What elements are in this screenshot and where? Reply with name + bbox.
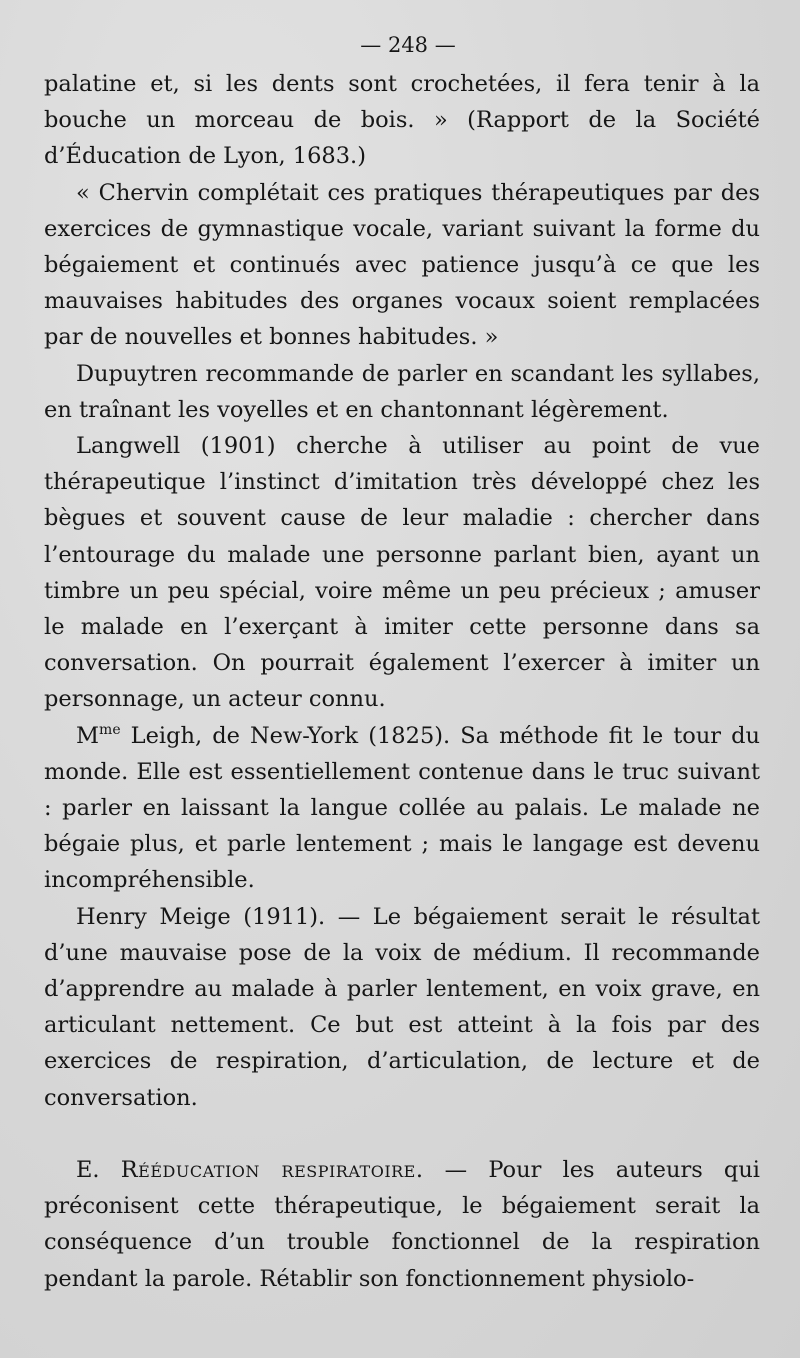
paragraph-rapport-continuation: palatine et, si les dents sont crochetées, il fera tenir à la bouche un morceau de bois. » (Rapport de la Société d’Éducation de Lyon, 1683.) <box>44 71 760 170</box>
section-text: — Pour les auteurs qui préconisent cette thérapeutique, le bégaiement serait la conséquence d’un trouble fonctionnel de la respiration pendant la parole. Rétablir son fonctionnement physiolo- <box>44 1156 761 1292</box>
paragraph-chervin: « Chervin complétait ces pratiques thérapeutiques par des exercices de gymnastique vocale, variant suivant la forme du bégaiement et continués avec patience jusqu’à ce que les mauvaises habitudes des organes vocaux soient remplacées par de nouvelles et bonnes habitudes. » <box>44 179 760 351</box>
leigh-paragraph-text: Leigh, de New-York (1825). Sa méthode fit le tour du monde. Elle est essentiellement contenue dans le truc suivant : parler en laissant la langue collée au palais. Le malade ne bégaie plus, et parle lentement ; mais le langage est devenu incompréhensible. <box>44 722 760 894</box>
paragraph-langwell: Langwell (1901) cherche à utiliser au point de vue thérapeutique l’instinct d’imitation très développé chez les bègues et souvent cause de leur maladie : chercher dans l’entourage du malade une personne parlant bien, ayant un timbre un peu spécial, voire même un peu précieux ; amuser le malade en l’exerçant à imiter cette personne dans sa conversation. On pourrait également l’exercer à imiter un personnage, un acteur connu. <box>44 433 760 713</box>
section-spacer <box>44 1116 760 1152</box>
paragraph-leigh <box>44 718 760 899</box>
section-letter: E. <box>76 1156 100 1183</box>
leigh-title-prefix: M <box>76 722 100 749</box>
section-e-respiratory-reeducation <box>44 1152 760 1297</box>
page-number: — 248 — <box>360 33 456 57</box>
paragraph-meige: Henry Meige (1911). — Le bégaiement serait le résultat d’une mauvaise pose de la voix de médium. Il recommande d’apprendre au malade à parler lentement, en voix grave, en articulant nettement. Ce but est atteint à la fois par des exercices de respiration, d’articulation, de lecture et de conversation. <box>44 903 760 1111</box>
section-heading: Rééducation respiratoire. <box>120 1156 424 1183</box>
leigh-title-superscript: me <box>99 721 121 738</box>
paragraph-dupuytren: Dupuytren recommande de parler en scandant les syllabes, en traînant les voyelles et en chantonnant légèrement. <box>44 360 760 423</box>
